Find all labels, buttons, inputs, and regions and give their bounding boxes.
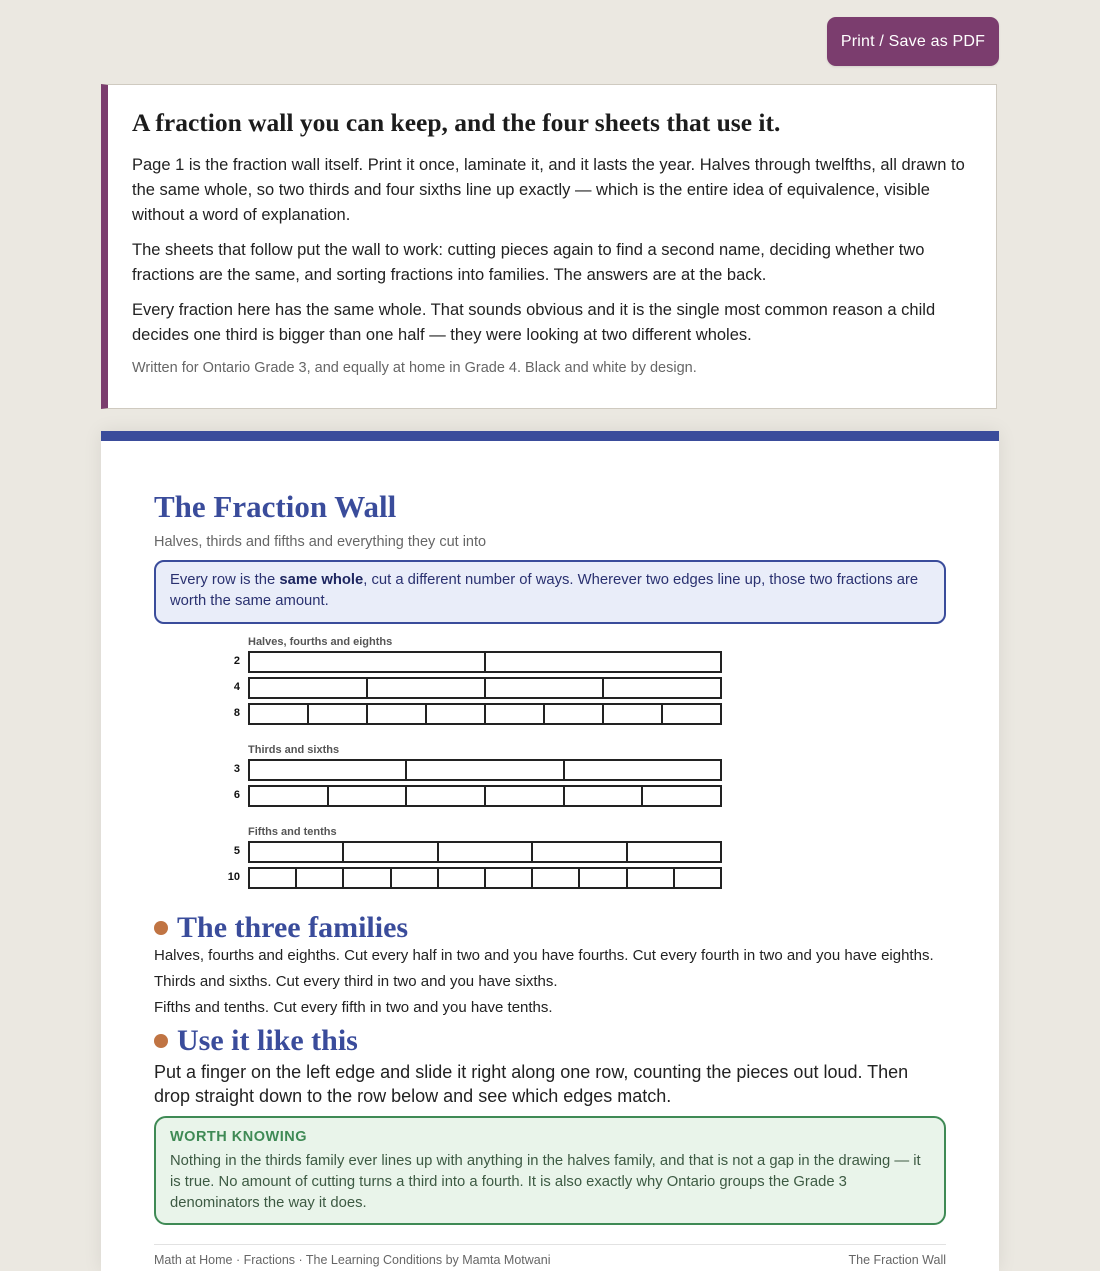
wall-row-label: 2 (233, 655, 240, 667)
fraction-piece (580, 869, 627, 887)
same-whole-callout (154, 560, 946, 624)
intro-title: A fraction wall you can keep, and the four sheets that use it. (132, 108, 781, 137)
fraction-piece (565, 761, 720, 779)
fraction-piece (486, 869, 533, 887)
wall-row-label: 4 (233, 681, 240, 693)
footer-left: Math at Home · Fractions · The Learning Conditions by Mamta Motwani (154, 1253, 551, 1267)
wall-row-bar (248, 867, 722, 889)
family-line: Thirds and sixths. Cut every third in two and you have sixths. (154, 973, 558, 990)
fraction-piece (407, 787, 486, 805)
use-heading (154, 1024, 358, 1058)
wall-row-label: 6 (233, 789, 240, 801)
fraction-piece (643, 787, 720, 805)
intro-paragraph: Page 1 is the fraction wall itself. Print it once, laminate it, and it lasts the year. Halves through twelfths, all drawn to the same whole, so two thirds and four sixths line up exactly — which is the entire idea of equivalence, visible without a word of explanation. (132, 156, 965, 224)
fraction-piece (250, 869, 297, 887)
fraction-piece (486, 679, 604, 697)
fraction-piece (329, 787, 408, 805)
fraction-piece (250, 843, 344, 861)
intro-paragraph: The sheets that follow put the wall to work: cutting pieces again to find a second name, deciding whether two fractions are the same, and sorting fractions into families. The answers are at the back. (132, 241, 925, 284)
fraction-piece (533, 843, 627, 861)
wall-group-label: Halves, fourths and eighths (248, 636, 393, 648)
fraction-piece (545, 705, 604, 723)
fraction-piece (486, 787, 565, 805)
families-heading (154, 911, 408, 945)
fraction-piece (565, 787, 644, 805)
fraction-piece (250, 761, 407, 779)
fraction-piece (427, 705, 486, 723)
use-instructions: Put a finger on the left edge and slide it right along one row, counting the pieces out loud. Then drop straight down to the row below and see which edges match. (154, 1062, 909, 1106)
intro-note: Written for Ontario Grade 3, and equally at home in Grade 4. Black and white by design. (132, 360, 697, 376)
sheet-title: The Fraction Wall (154, 489, 397, 524)
print-save-pdf-button[interactable]: Print / Save as PDF (827, 17, 999, 66)
fraction-piece (250, 705, 309, 723)
fraction-piece (604, 679, 720, 697)
fraction-piece (250, 653, 486, 671)
fraction-piece (250, 787, 329, 805)
intro-panel (101, 84, 997, 409)
worksheet-page (101, 431, 999, 1271)
fraction-piece (368, 679, 486, 697)
fraction-piece (675, 869, 720, 887)
fraction-piece (628, 869, 675, 887)
bullet-dot-icon (154, 1034, 168, 1048)
fraction-piece (439, 843, 533, 861)
wall-row-label: 8 (233, 707, 240, 719)
fraction-piece (250, 679, 368, 697)
wall-row-bar (248, 651, 722, 673)
wall-row-bar (248, 703, 722, 725)
fraction-piece (663, 705, 720, 723)
callout-emphasis: same whole (279, 572, 364, 588)
fraction-piece (297, 869, 344, 887)
fraction-piece (407, 761, 564, 779)
fraction-piece (392, 869, 439, 887)
footer-right: The Fraction Wall (848, 1253, 946, 1267)
bullet-dot-icon (154, 921, 168, 935)
fraction-piece (486, 653, 720, 671)
intro-paragraph: Every fraction here has the same whole. That sounds obvious and it is the single most common reason a child decides one third is bigger than one half — they were looking at two different wholes. (132, 301, 936, 344)
fraction-piece (368, 705, 427, 723)
wall-row-label: 10 (227, 871, 240, 883)
wall-group-label: Fifths and tenths (248, 826, 337, 838)
family-line: Fifths and tenths. Cut every fifth in two and you have tenths. (154, 999, 553, 1016)
families-heading-text: The three families (177, 911, 409, 944)
worth-knowing-title: WORTH KNOWING (170, 1129, 307, 1145)
callout-text: Every row is the (170, 572, 280, 588)
wall-row-bar (248, 677, 722, 699)
family-line: Halves, fourths and eighths. Cut every half in two and you have fourths. Cut every fourth in two and you have eighths. (154, 947, 934, 964)
wall-row-bar (248, 841, 722, 863)
fraction-piece (533, 869, 580, 887)
callout-text: , cut a different number of ways. Wherever two edges line up, those two fractions are worth the same amount. (170, 572, 919, 609)
worth-knowing-box (154, 1116, 946, 1225)
use-heading-text: Use it like this (177, 1024, 358, 1057)
wall-row-label: 5 (233, 845, 240, 857)
fraction-piece (604, 705, 663, 723)
wall-row-bar (248, 759, 722, 781)
page-footer (154, 1244, 946, 1267)
fraction-piece (344, 843, 438, 861)
worth-knowing-body: Nothing in the thirds family ever lines up with anything in the halves family, and that is not a gap in the drawing — it is true. No amount of cutting turns a third into a fourth. It is also exactly why Ontario groups the Grade 3 denominators the way it does. (170, 1153, 921, 1211)
wall-row-bar (248, 785, 722, 807)
fraction-piece (439, 869, 486, 887)
fraction-piece (486, 705, 545, 723)
sheet-subtitle: Halves, thirds and fifths and everything they cut into (154, 534, 487, 550)
wall-row-label: 3 (233, 763, 240, 775)
wall-group-label: Thirds and sixths (248, 744, 340, 756)
fraction-piece (628, 843, 720, 861)
fraction-piece (309, 705, 368, 723)
fraction-piece (344, 869, 391, 887)
